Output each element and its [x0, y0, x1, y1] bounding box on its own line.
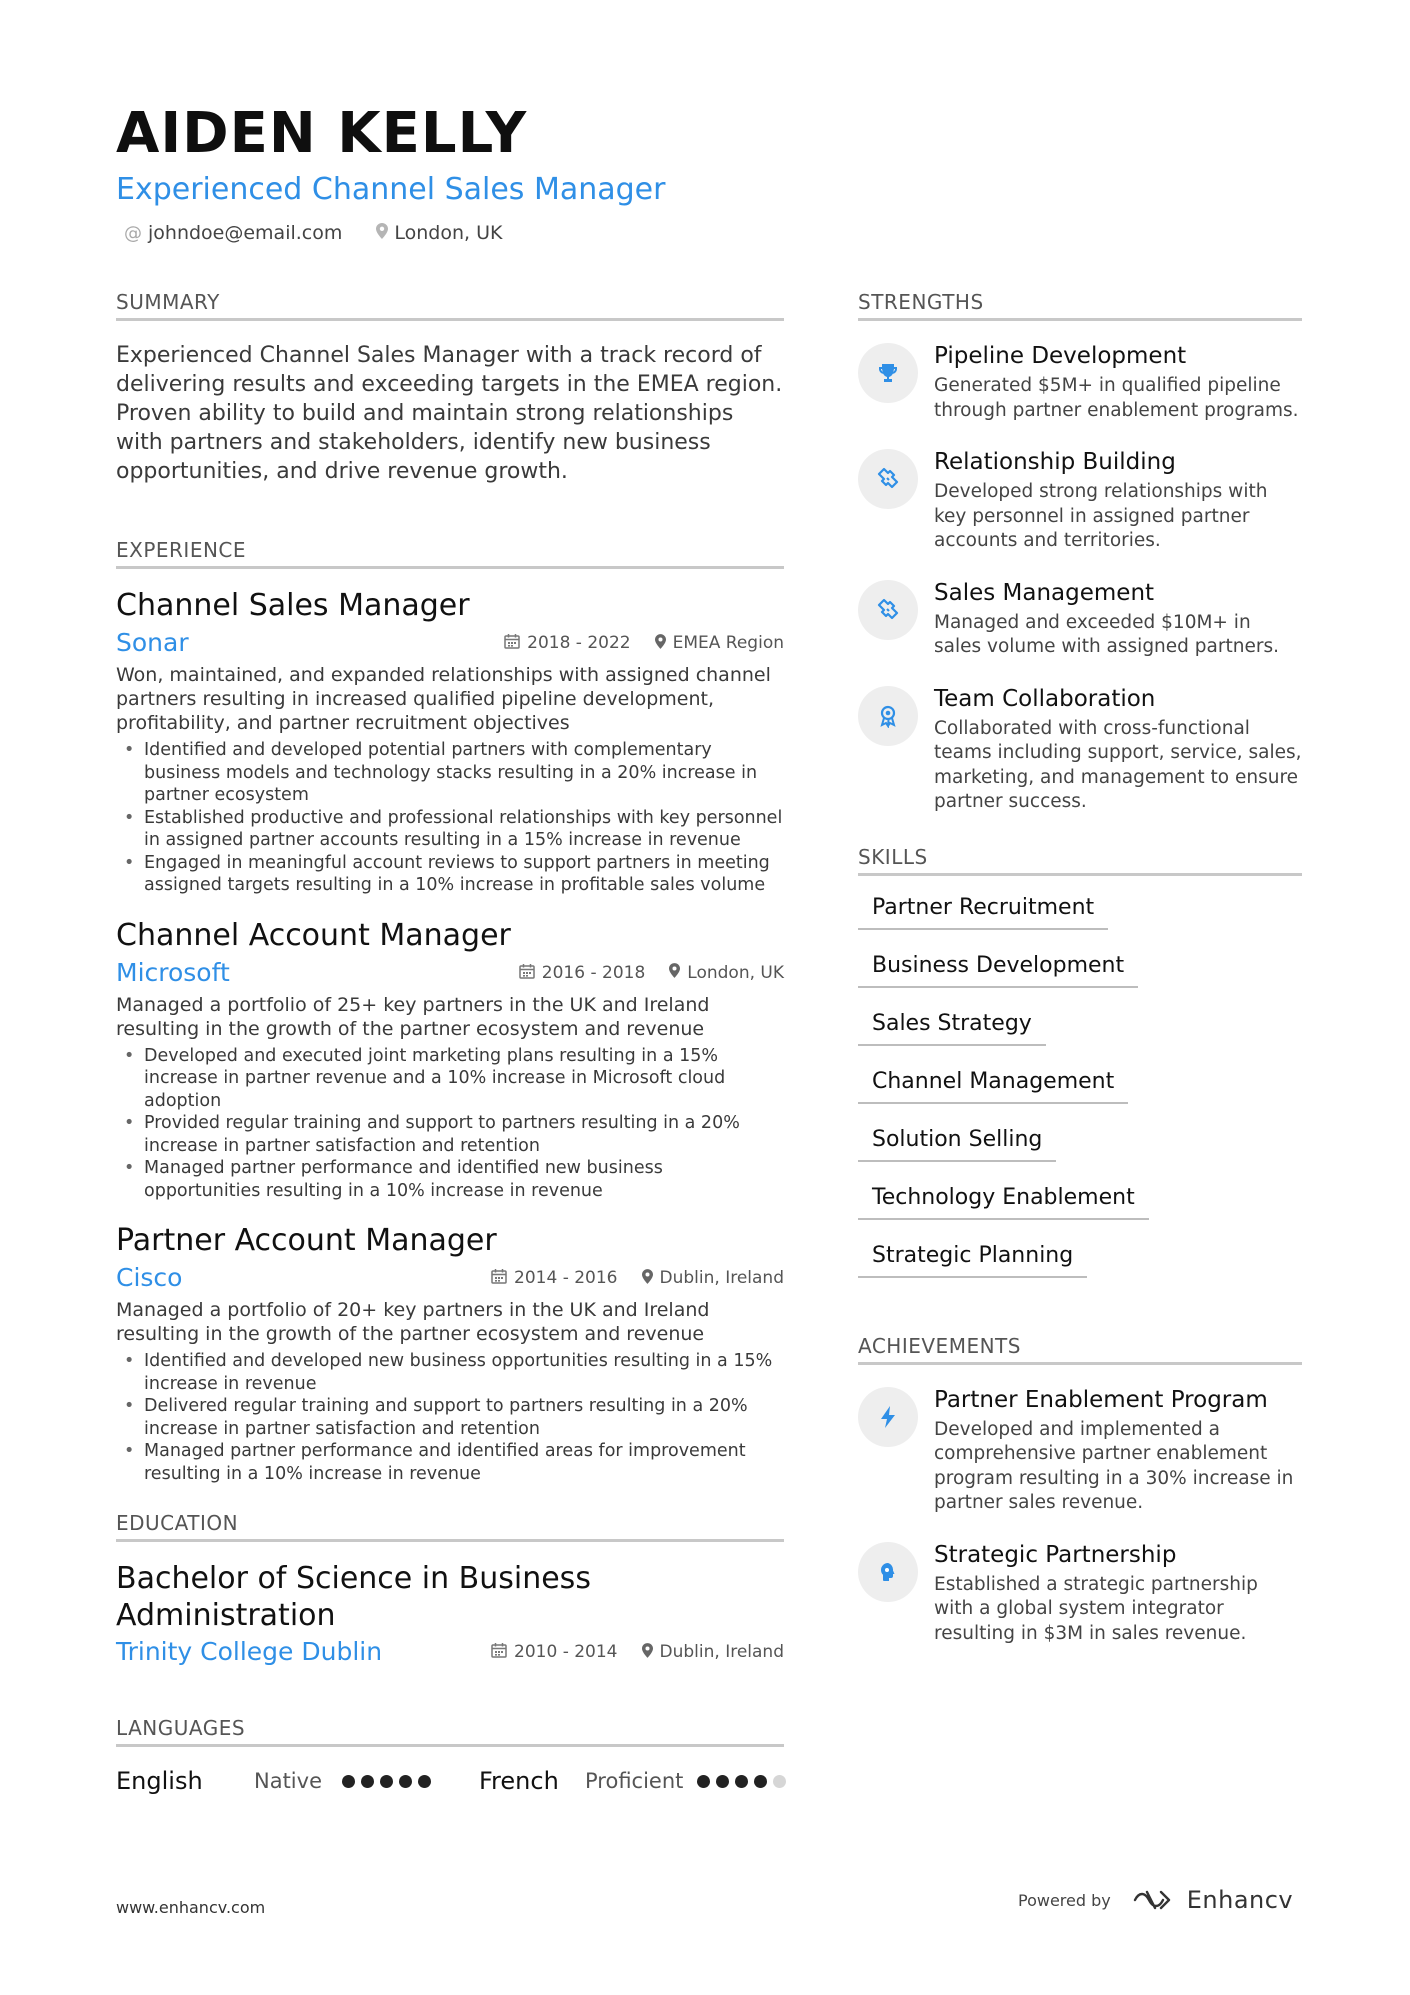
calendar-icon — [504, 633, 520, 653]
education-degree: Bachelor of Science in Business Administration — [116, 1561, 591, 1633]
candidate-name: AIDEN KELLY — [116, 101, 528, 166]
skill-tag: Solution Selling — [858, 1126, 1056, 1162]
at-icon: @ — [124, 222, 142, 244]
rating-dot-empty — [773, 1775, 786, 1788]
handshake-icon — [858, 580, 918, 640]
language-rating — [342, 1775, 431, 1788]
strength-item — [858, 578, 1302, 660]
language-level: Proficient — [585, 1769, 684, 1793]
rating-dot-filled — [735, 1775, 748, 1788]
languages-section — [116, 1716, 784, 1795]
skill-tag: Technology Enablement — [858, 1184, 1149, 1220]
job-bullets — [116, 1350, 784, 1485]
location-pin-icon — [642, 1643, 653, 1662]
job-entry — [116, 1222, 784, 1485]
job-bullets — [116, 1045, 784, 1203]
achievement-desc: Developed and implemented a comprehensive partner enablement program resulting in a 30% increase in partner sales revenue. — [934, 1418, 1294, 1513]
job-bullet: • Engaged in meaningful account reviews to support partners in meeting assigned targets resulting in a 10% increase in profitable sales volume — [116, 852, 784, 897]
language-name: French — [479, 1767, 559, 1795]
rating-dot-filled — [716, 1775, 729, 1788]
job-bullets — [116, 739, 784, 897]
skills-heading: SKILLS — [858, 845, 1302, 876]
job-bullet: • Identified and developed new business opportunities resulting in a 15% increase in revenue — [116, 1350, 784, 1395]
rating-dot-filled — [380, 1775, 393, 1788]
location-pin-icon — [642, 1269, 653, 1288]
strength-desc: Collaborated with cross-functional teams including support, service, sales, marketing, and management to ensure partner success. — [934, 717, 1302, 812]
job-dates: 2016 - 2018 — [541, 962, 646, 983]
job-description: Managed a portfolio of 20+ key partners in the UK and Ireland resulting in the growth of the partner ecosystem and revenue — [116, 1299, 710, 1345]
job-bullet: • Identified and developed potential partners with complementary business models and technology stacks resulting in a 20% increase in partner ecosystem — [116, 739, 784, 807]
brand-logo[interactable] — [1131, 1886, 1293, 1914]
language-rating — [697, 1775, 786, 1788]
job-title: Channel Account Manager — [116, 917, 511, 953]
location-pin-icon — [669, 963, 680, 982]
candidate-title: Experienced Channel Sales Manager — [116, 172, 666, 207]
job-bullet: • Provided regular training and support to partners resulting in a 20% increase in partner satisfaction and retention — [116, 1112, 784, 1157]
contact-email[interactable] — [124, 222, 342, 244]
calendar-icon — [491, 1642, 507, 1662]
languages-heading: LANGUAGES — [116, 1716, 784, 1747]
strength-desc: Generated $5M+ in qualified pipeline through partner enablement programs. — [934, 375, 1299, 421]
strength-item — [858, 341, 1302, 423]
strength-title: Sales Management — [934, 579, 1155, 606]
strength-item — [858, 447, 1302, 554]
skill-tag: Sales Strategy — [858, 1010, 1046, 1046]
job-meta — [116, 627, 784, 659]
enhancv-logo-icon — [1131, 1888, 1179, 1912]
skills-section — [858, 845, 1302, 1278]
job-entry — [116, 587, 784, 897]
strengths-section — [858, 290, 1302, 815]
strengths-heading: STRENGTHS — [858, 290, 1302, 321]
achievements-section — [858, 1334, 1302, 1647]
job-company: Cisco — [116, 1263, 183, 1292]
job-description: Won, maintained, and expanded relationships with assigned channel partners resulting in increased qualified pipeline development, profitability, and partner recruitment objectives — [116, 664, 771, 734]
strength-title: Pipeline Development — [934, 343, 1187, 369]
skill-tag: Channel Management — [858, 1068, 1128, 1104]
strength-title: Team Collaboration — [934, 685, 1156, 712]
skill-tag: Strategic Planning — [858, 1242, 1087, 1278]
contact-info — [116, 222, 1316, 244]
job-meta — [116, 957, 784, 989]
job-location: London, UK — [687, 962, 784, 983]
rating-dot-filled — [342, 1775, 355, 1788]
lightning-icon — [858, 1387, 918, 1447]
summary-heading: SUMMARY — [116, 290, 784, 321]
resume-header — [116, 100, 1316, 244]
job-bullet: • Delivered regular training and support to partners resulting in a 20% increase in partner satisfaction and retention — [116, 1395, 784, 1440]
powered-by-text: Powered by — [1018, 1890, 1111, 1910]
education-school: Trinity College Dublin — [116, 1637, 383, 1666]
footer-branding — [1018, 1886, 1293, 1914]
achievement-item — [858, 1385, 1302, 1516]
location-text: London, UK — [394, 222, 503, 244]
strength-item — [858, 684, 1302, 815]
summary-section — [116, 290, 784, 486]
rating-dot-filled — [754, 1775, 767, 1788]
language-item — [116, 1767, 431, 1795]
education-location: Dublin, Ireland — [659, 1642, 784, 1662]
experience-section — [116, 538, 784, 1485]
experience-heading: EXPERIENCE — [116, 538, 784, 569]
achievement-title: Strategic Partnership — [934, 1541, 1177, 1568]
skill-tag: Partner Recruitment — [858, 894, 1108, 930]
education-heading: EDUCATION — [116, 1511, 784, 1542]
rating-dot-filled — [697, 1775, 710, 1788]
award-icon — [858, 686, 918, 746]
trophy-icon — [858, 343, 918, 403]
rating-dot-filled — [399, 1775, 412, 1788]
calendar-icon — [519, 963, 535, 983]
job-bullet: • Established productive and professional relationships with key personnel in assigned partner accounts resulting in a 15% increase in revenue — [116, 807, 784, 852]
job-description: Managed a portfolio of 25+ key partners in the UK and Ireland resulting in the growth of the partner ecosystem and revenue — [116, 993, 710, 1040]
rating-dot-filled — [361, 1775, 374, 1788]
languages-list — [116, 1767, 784, 1795]
strength-desc: Managed and exceeded $10M+ in sales volume with assigned partners. — [934, 611, 1279, 657]
education-meta — [116, 1636, 784, 1668]
job-bullet: • Managed partner performance and identified areas for improvement resulting in a 10% increase in revenue — [116, 1440, 784, 1485]
achievement-title: Partner Enablement Program — [934, 1386, 1268, 1413]
achievement-desc: Established a strategic partnership with a global system integrator resulting in $3M in sales revenue. — [934, 1573, 1258, 1644]
job-dates: 2014 - 2016 — [514, 1268, 618, 1288]
job-meta — [116, 1262, 784, 1294]
summary-text: Experienced Channel Sales Manager with a track record of delivering results and exceeding targets in the EMEA region. Proven ability to build and maintain strong relationships with partners and stakeholders, identify new business opportunities, and drive revenue growth. — [116, 343, 783, 484]
language-level: Native — [254, 1769, 322, 1793]
strength-title: Relationship Building — [934, 449, 1176, 475]
job-location: EMEA Region — [672, 633, 784, 653]
handshake-icon — [858, 449, 918, 509]
job-location: Dublin, Ireland — [659, 1268, 784, 1288]
left-column — [116, 290, 784, 1795]
job-dates: 2018 - 2022 — [527, 633, 631, 653]
skills-list — [858, 894, 1302, 1278]
education-section — [116, 1511, 784, 1668]
job-company: Sonar — [116, 628, 189, 657]
brain-icon — [858, 1542, 918, 1602]
job-title: Partner Account Manager — [116, 1223, 497, 1258]
location-pin-icon — [376, 223, 388, 244]
rating-dot-filled — [418, 1775, 431, 1788]
job-company: Microsoft — [116, 957, 230, 987]
language-name: English — [116, 1767, 203, 1795]
job-bullet: • Developed and executed joint marketing plans resulting in a 15% increase in partner revenue and a 10% increase in Microsoft cloud adoption — [116, 1045, 784, 1113]
skill-tag: Business Development — [858, 952, 1138, 988]
email-text: johndoe@email.com — [148, 222, 343, 244]
job-title: Channel Sales Manager — [116, 588, 470, 623]
achievements-heading: ACHIEVEMENTS — [858, 1334, 1302, 1365]
footer-website[interactable]: www.enhancv.com — [116, 1898, 266, 1917]
job-bullet: • Managed partner performance and identified new business opportunities resulting in a 10% increase in revenue — [116, 1157, 784, 1202]
job-entry — [116, 917, 784, 1203]
language-item — [479, 1767, 786, 1795]
calendar-icon — [491, 1268, 507, 1288]
contact-location — [376, 222, 502, 244]
right-column — [858, 290, 1302, 1670]
brand-name: Enhancv — [1186, 1886, 1294, 1914]
strength-desc: Developed strong relationships with key personnel in assigned partner accounts and territories. — [934, 481, 1268, 551]
location-pin-icon — [655, 634, 666, 653]
education-dates: 2010 - 2014 — [514, 1642, 618, 1662]
achievement-item — [858, 1540, 1302, 1647]
